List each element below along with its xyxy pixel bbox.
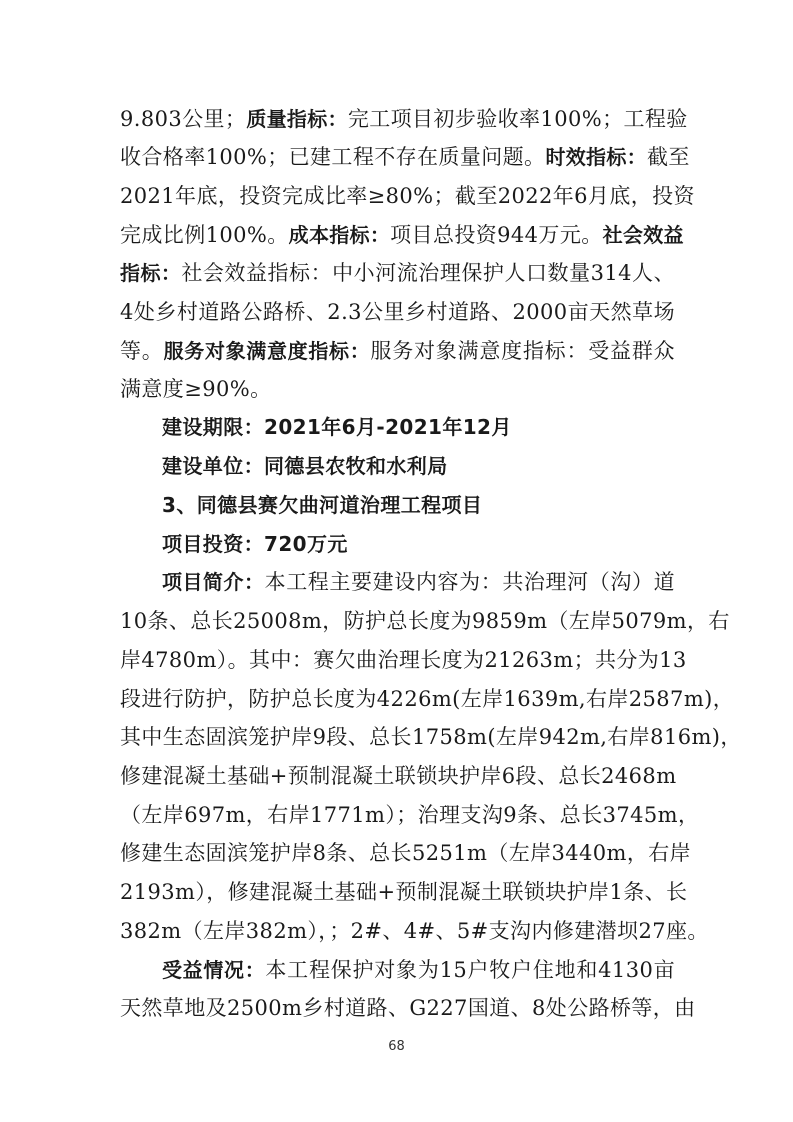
- paragraph-line: [120, 215, 684, 255]
- text-run: 完成比例100%。: [120, 223, 289, 247]
- bold-label: 服务对象满意度指标：: [163, 339, 371, 363]
- construction-unit: 建设单位：同德县农牧和水利局: [162, 454, 448, 478]
- paragraph-line: [120, 137, 690, 177]
- bold-label: 成本指标：: [288, 223, 391, 247]
- paragraph-line: 岸4780m）。其中：赛欠曲治理长度为21263m；共分为13: [120, 648, 687, 672]
- section-heading: 3、同德县赛欠曲河道治理工程项目: [162, 493, 483, 517]
- text-run: 服务对象满意度指标：受益群众: [370, 339, 676, 363]
- text-run: 等。: [120, 339, 164, 363]
- page-number: 68: [388, 1039, 405, 1054]
- paragraph-line: 其中生态固滨笼护岸9段、总长1758m(左岸942m,右岸816m)，: [120, 725, 742, 749]
- paragraph-line: [120, 253, 675, 293]
- paragraph-line: 天然草地及2500m乡村道路、G227国道、8处公路桥等，由: [120, 996, 696, 1020]
- paragraph-line: [120, 99, 688, 139]
- text-run: 完工项目初步验收率100%；工程验: [347, 107, 688, 131]
- bold-label: 受益情况：: [162, 958, 266, 982]
- project-investment: 项目投资：720万元: [162, 532, 348, 556]
- text-run: 9.803公里；: [120, 107, 247, 131]
- text-run: 项目总投资944万元。: [390, 223, 603, 247]
- paragraph-line: [120, 331, 675, 371]
- paragraph-line: 修建混凝土基础+预制混凝土联锁块护岸6段、总长2468m: [120, 764, 677, 788]
- bold-label: 指标：: [120, 261, 182, 285]
- bold-label: 项目简介：: [162, 570, 265, 594]
- construction-period: 建设期限：2021年6月-2021年12月: [162, 415, 512, 439]
- paragraph-line: 段进行防护，防护总长度为4226m(左岸1639m,右岸2587m)，: [120, 687, 735, 711]
- paragraph-line: 4处乡村道路公路桥、2.3公里乡村道路、2000亩天然草场: [120, 300, 675, 324]
- paragraph-line: 382m（左岸382m），；2#、4#、5#支沟内修建潜坝27座。: [120, 919, 709, 943]
- bold-label: 社会效益: [602, 223, 684, 247]
- paragraph-line: 2021年底，投资完成比率≥80%；截至2022年6月底，投资: [120, 184, 695, 208]
- text-run: 本工程保护对象为15户牧户住地和4130亩: [265, 958, 675, 982]
- text-run: 本工程主要建设内容为：共治理河（沟）道: [264, 570, 676, 594]
- bold-label: 质量指标：: [246, 107, 348, 131]
- text-run: 截至: [646, 145, 690, 169]
- paragraph-line: 2193m），修建混凝土基础+预制混凝土联锁块护岸1条、长: [120, 880, 688, 904]
- text-run: 收合格率100%；已建工程不存在质量问题。: [120, 145, 546, 169]
- paragraph-line: 10条、总长25008m，防护总长度为9859m（左岸5079m，右: [120, 609, 730, 633]
- paragraph-line: （左岸697m，右岸1771m）；治理支沟9条、总长3745m，: [120, 803, 700, 827]
- paragraph-line: 修建生态固滨笼护岸8条、总长5251m（左岸3440m，右岸: [120, 841, 692, 865]
- bold-label: 时效指标：: [545, 145, 647, 169]
- paragraph-line: [162, 562, 675, 602]
- paragraph-line: 满意度≥90%。: [120, 377, 272, 401]
- text-run: 社会效益指标：中小河流治理保护人口数量314人、: [181, 261, 675, 285]
- paragraph-line: [162, 950, 675, 990]
